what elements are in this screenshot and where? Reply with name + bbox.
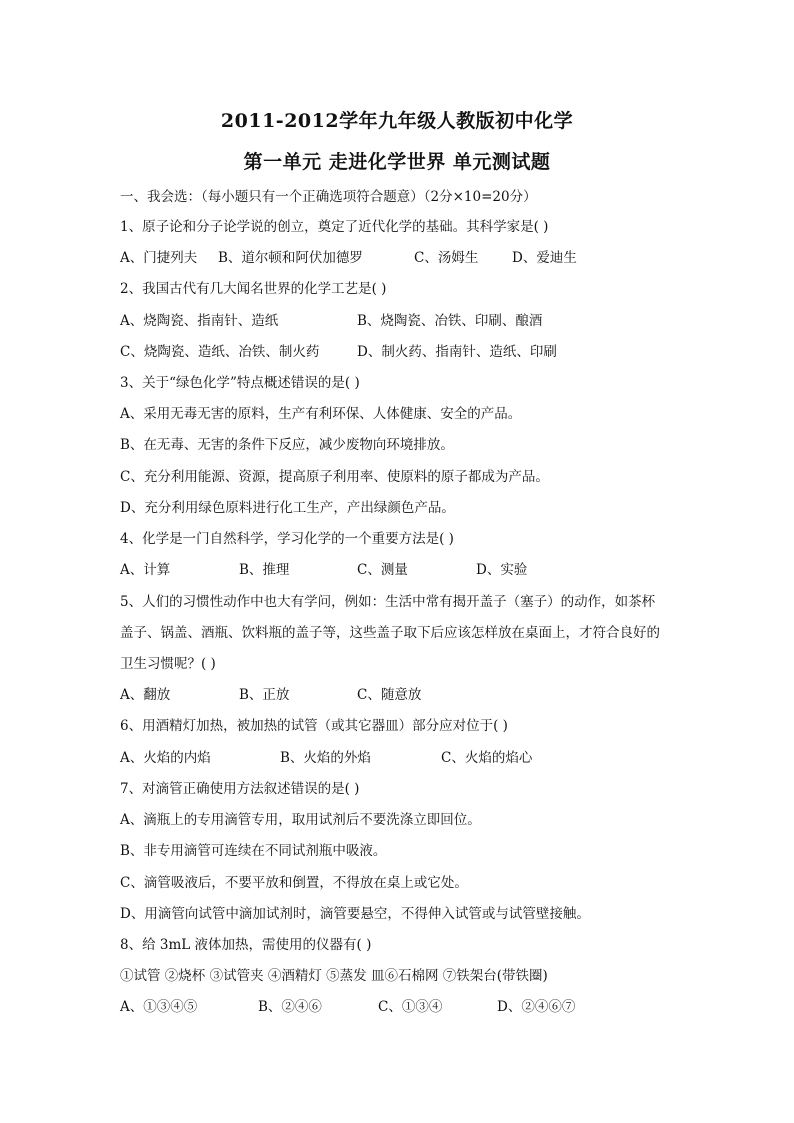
q1-option-d: D、爱迪生 bbox=[512, 250, 577, 266]
question-5-line2: 盖子、锅盖、酒瓶、饮料瓶的盖子等，这些盖子取下后应该怎样放在桌面上，才符合良好的 bbox=[120, 625, 660, 641]
q8-option-d: D、②④⑥⑦ bbox=[497, 999, 576, 1015]
q3-option-a: A、采用无毒无害的原料，生产有利环保、人体健康、安全的产品。 bbox=[120, 406, 522, 422]
q4-option-d: D、实验 bbox=[476, 562, 528, 578]
q8-option-a: A、①③④⑤ bbox=[120, 999, 198, 1015]
q1-option-c: C、汤姆生 bbox=[414, 250, 479, 266]
q7-option-d: D、用滴管向试管中滴加试剂时，滴管要悬空，不得伸入试管或与试管壁接触。 bbox=[120, 906, 590, 922]
question-7: 7、对滴管正确使用方法叙述错误的是( ) bbox=[120, 781, 360, 797]
question-6: 6、用酒精灯加热，被加热的试管（或其它器皿）部分应对位于( ) bbox=[120, 718, 508, 734]
q4-option-c: C、测量 bbox=[357, 562, 408, 578]
exam-title-line1: 2011-2012学年九年级人教版初中化学 bbox=[220, 110, 574, 132]
question-5-line3: 卫生习惯呢？( ) bbox=[120, 656, 216, 672]
q1-option-a: A、门捷列夫 bbox=[120, 250, 198, 266]
q4-option-b: B、推理 bbox=[239, 562, 290, 578]
q4-option-a: A、计算 bbox=[120, 562, 171, 578]
q8-option-b: B、②④⑥ bbox=[258, 999, 322, 1015]
q3-option-b: B、在无毒、无害的条件下反应，减少废物向环境排放。 bbox=[120, 437, 454, 453]
question-3: 3、关于“绿色化学”特点概述错误的是( ) bbox=[120, 375, 360, 391]
q7-option-a: A、滴瓶上的专用滴管专用，取用试剂后不要洗涤立即回位。 bbox=[120, 812, 481, 828]
q1-option-b: B、道尔顿和阿伏加德罗 bbox=[218, 250, 363, 266]
q2-option-b: B、烧陶瓷、冶铁、印刷、酿酒 bbox=[357, 313, 543, 329]
q5-option-b: B、正放 bbox=[239, 687, 290, 703]
q2-option-a: A、烧陶瓷、指南针、造纸 bbox=[120, 313, 279, 329]
question-4: 4、化学是一门自然科学，学习化学的一个重要方法是( ) bbox=[120, 531, 454, 547]
section-heading: 一、我会选：（每小题只有一个正确选项符合题意）（2分×10=20分） bbox=[120, 189, 537, 205]
question-1: 1、原子论和分子论学说的创立，奠定了近代化学的基础。其科学家是( ) bbox=[120, 219, 549, 235]
q5-option-a: A、翻放 bbox=[120, 687, 171, 703]
q7-option-b: B、非专用滴管可连续在不同试剂瓶中吸液。 bbox=[120, 843, 387, 859]
q8-items: ①试管 ②烧杯 ③试管夹 ④酒精灯 ⑤蒸发 皿⑥石棉网 ⑦铁架台(带铁圈) bbox=[120, 968, 548, 984]
question-5-line1: 5、人们的习惯性动作中也大有学问，例如：生活中常有揭开盖子（塞子）的动作，如茶杯 bbox=[120, 594, 656, 610]
question-8: 8、给 3mL 液体加热，需使用的仪器有( ) bbox=[120, 937, 372, 953]
q6-option-c: C、火焰的焰心 bbox=[441, 750, 533, 766]
q7-option-c: C、滴管吸液后，不要平放和倒置，不得放在桌上或它处。 bbox=[120, 875, 468, 891]
q3-option-d: D、充分利用绿色原料进行化工生产，产出绿颜色产品。 bbox=[120, 500, 455, 516]
q2-option-d: D、制火药、指南针、造纸、印刷 bbox=[357, 344, 557, 360]
q8-option-c: C、①③④ bbox=[378, 999, 443, 1015]
q5-option-c: C、随意放 bbox=[357, 687, 422, 703]
q3-option-c: C、充分利用能源、资源，提高原子利用率、使原料的原子都成为产品。 bbox=[120, 469, 549, 485]
q2-option-c: C、烧陶瓷、造纸、冶铁、制火药 bbox=[120, 344, 320, 360]
question-2: 2、我国古代有几大闻名世界的化学工艺是( ) bbox=[120, 281, 387, 297]
q6-option-a: A、火焰的内焰 bbox=[120, 750, 211, 766]
q6-option-b: B、火焰的外焰 bbox=[280, 750, 371, 766]
exam-title-line2: 第一单元 走进化学世界 单元测试题 bbox=[243, 151, 551, 173]
